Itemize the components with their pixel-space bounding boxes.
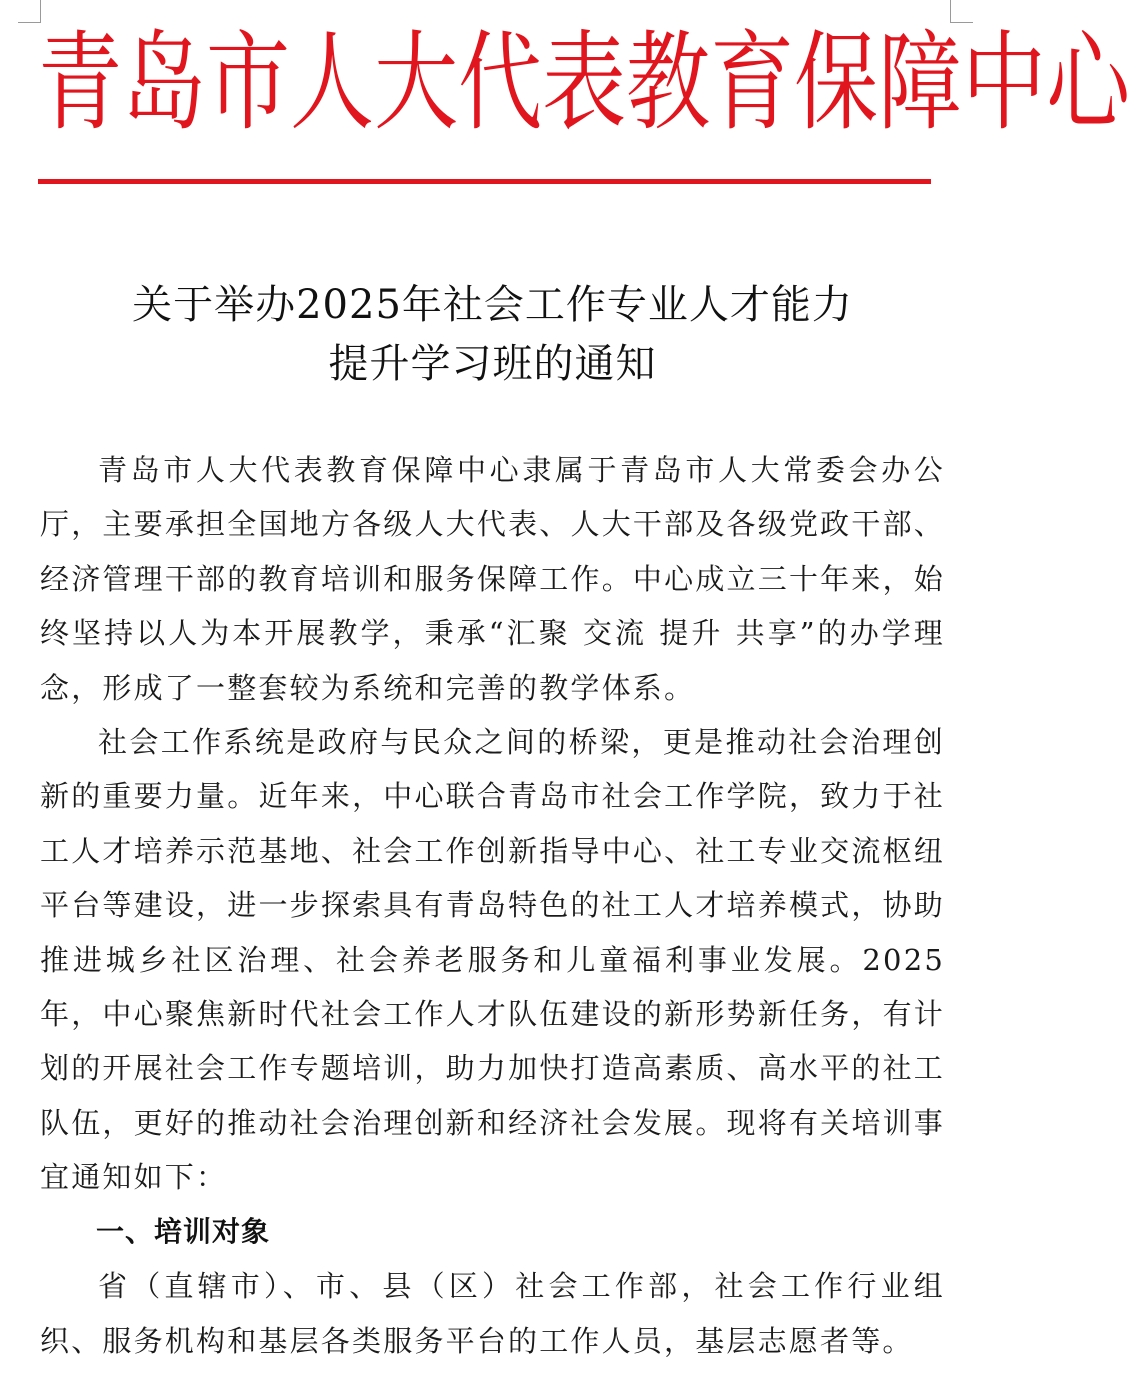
letterhead-char-10: 障 [878, 19, 963, 145]
paragraph-center-introduction: 青岛市人大代表教育保障中心隶属于青岛市人大常委会办公厅，主要承担全国地方各级人大代表、人大干部及各级党政干部、经济管理干部的教育培训和服务保障工作。中心成立三十年来，始终坚持以人为本开展教学，秉承“汇聚 交流 提升 共享”的办学理念，形成了一整套较为系统和完善的教学体系。 [40, 453, 945, 705]
document-title-line-1: 关于举办2025年社会工作专业人才能力 [132, 282, 853, 328]
letterhead-org-name [38, 8, 1130, 145]
letterhead-char-9: 保 [794, 19, 879, 145]
paragraph-social-work-background: 社会工作系统是政府与民众之间的桥梁，更是推动社会治理创新的重要力量。近年来，中心联合青岛市社会工作学院，致力于社工人才培养示范基地、社会工作创新指导中心、社工专业交流枢纽平台等建设，进一步探索具有青岛特色的社工人才培养模式，协助推进城乡社区治理、社会养老服务和儿童福利事业发展。2025年，中心聚焦新时代社会工作人才队伍建设的新形势新任务，有计划的开展社会工作专题培训，助力加快打造高素质、高水平的社工队伍，更好的推动社会治理创新和经济社会发展。现将有关培训事宜通知如下： [40, 725, 945, 1195]
letterhead-char-0: 青 [38, 19, 123, 145]
letterhead-char-6: 表 [542, 19, 627, 145]
document-title-line-2: 提升学习班的通知 [328, 341, 657, 387]
letterhead-red-rule [38, 179, 931, 184]
section-heading-training-targets: 一、培训对象 [96, 1214, 271, 1248]
letterhead-char-2: 市 [206, 19, 291, 145]
letterhead-char-7: 教 [626, 19, 711, 145]
document-body [40, 443, 945, 1368]
letterhead-char-5: 代 [458, 19, 543, 145]
letterhead-char-8: 育 [710, 19, 795, 145]
letterhead-char-1: 岛 [122, 19, 207, 145]
letterhead-char-4: 大 [374, 19, 459, 145]
letterhead-char-3: 人 [290, 19, 375, 145]
letterhead-char-12: 心 [1046, 19, 1130, 145]
letterhead-char-11: 中 [962, 19, 1047, 145]
document-title [40, 276, 945, 394]
paragraph-training-targets: 省（直辖市）、市、县（区）社会工作部，社会工作行业组织、服务机构和基层各类服务平台的工作人员，基层志愿者等。 [40, 1269, 945, 1358]
